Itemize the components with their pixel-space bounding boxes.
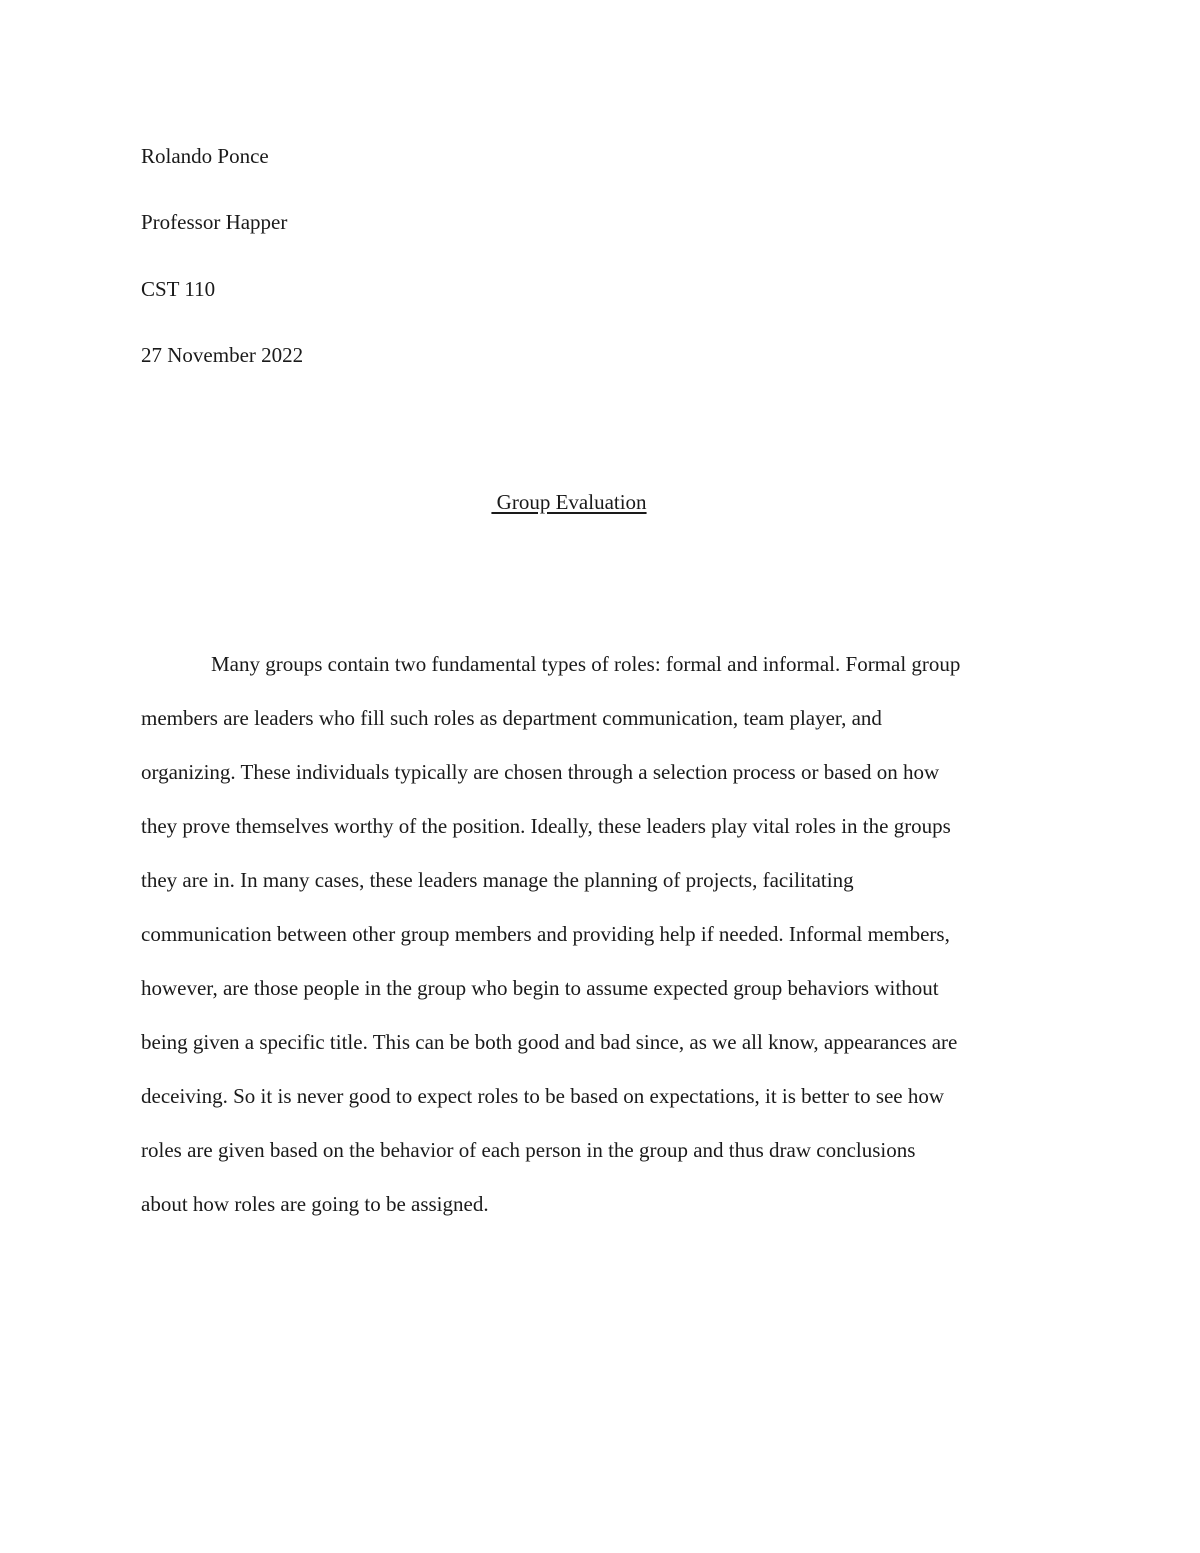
submission-date: 27 November 2022: [141, 343, 304, 367]
document-title: [0, 488, 1200, 516]
body-line: roles are given based on the behavior of each person in the group and thus draw conclusions: [141, 1138, 916, 1162]
body-line: deceiving. So it is never good to expect roles to be based on expectations, it is better to see how: [141, 1084, 945, 1108]
body-line: they prove themselves worthy of the position. Ideally, these leaders play vital roles in the groups: [141, 814, 951, 838]
student-name: Rolando Ponce: [141, 144, 269, 168]
body-line: Many groups contain two fundamental types of roles: formal and informal. Formal group: [211, 652, 961, 676]
body-line: they are in. In many cases, these leaders manage the planning of projects, facilitating: [141, 868, 854, 892]
body-line: organizing. These individuals typically are chosen through a selection process or based on how: [141, 760, 940, 784]
professor-name: Professor Happer: [141, 210, 288, 234]
body-line: however, are those people in the group who begin to assume expected group behaviors without: [141, 976, 939, 1000]
body-line: members are leaders who fill such roles as department communication, team player, and: [141, 706, 882, 730]
body-line: being given a specific title. This can be both good and bad since, as we all know, appearances are: [141, 1030, 958, 1054]
body-line: about how roles are going to be assigned.: [141, 1192, 489, 1216]
document-title-text: Group Evaluation: [491, 490, 647, 514]
body-line: communication between other group members and providing help if needed. Informal members,: [141, 922, 950, 946]
course-code: CST 110: [141, 277, 216, 301]
